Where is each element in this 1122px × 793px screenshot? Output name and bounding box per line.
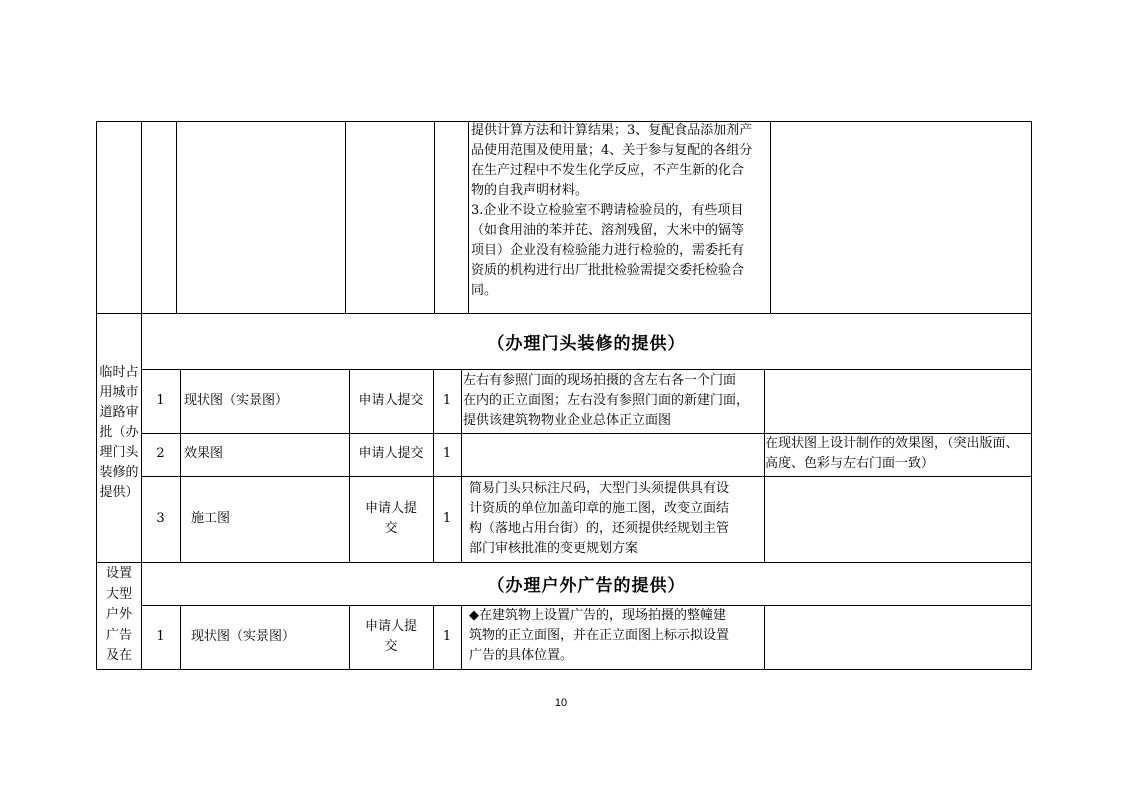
- text-line: 广告: [105, 627, 132, 643]
- vline: [180, 369, 181, 562]
- row-requirements: [463, 371, 763, 431]
- text-line: 申请人提: [364, 619, 417, 634]
- row-material-name: 现状图（实景图）: [184, 393, 289, 408]
- text-line: ◆在建筑物上设置广告的，现场拍摄的整幢建: [469, 608, 726, 623]
- row-copies: 1: [442, 446, 452, 461]
- vline: [176, 121, 177, 314]
- text-line: 物的自我声明材料。: [471, 183, 589, 198]
- hline: [141, 369, 1032, 370]
- text-line: 构（落地占用台街）的，还须提供经规划主管: [469, 521, 730, 536]
- text-line: 理门头: [99, 445, 139, 460]
- text-line: 申请人提: [364, 501, 417, 516]
- text-line: 交: [384, 521, 398, 536]
- section2-title: （办理户外广告的提供）: [487, 576, 686, 596]
- row-source: [349, 499, 433, 539]
- vline: [1031, 121, 1032, 670]
- text-line: 品使用范围及使用量；4、关于参与复配的各组分: [471, 143, 753, 158]
- text-line: 筑物的正立面图，并在正立面图上标示拟设置: [469, 628, 730, 643]
- text-line: 在内的正立面图；左右没有参照门面的新建门面，: [463, 393, 750, 408]
- text-line: 在现状图上设计制作的效果图，（突出版面、: [765, 436, 1019, 451]
- vline: [764, 605, 765, 669]
- text-line: 广告的具体位置。: [469, 648, 574, 663]
- text-line: 同。: [471, 283, 498, 298]
- text-line: 及在: [105, 648, 132, 663]
- text-line: 大型: [105, 586, 132, 602]
- vline: [461, 369, 462, 562]
- text-line: 提供计算方法和计算结果；3、复配食品添加剂产: [471, 123, 753, 138]
- row-source: 申请人提交: [358, 393, 424, 408]
- text-line: 批（办: [99, 425, 139, 440]
- text-line: 临时占: [99, 365, 139, 380]
- text-line: 3.企业不设立检验室不聘请检验员的，有些项目: [471, 203, 744, 218]
- text-line: 在生产过程中不发生化学反应，不产生新的化合: [471, 163, 745, 178]
- hline: [96, 313, 1032, 314]
- row-copies: 1: [442, 511, 452, 526]
- text-line: （如食用油的苯并芘、溶剂残留，大米中的镉等: [471, 223, 745, 238]
- text-line: 资质的机构进行出厂批批检验需提交委托检验合: [471, 263, 745, 278]
- section1-title: （办理门头装修的提供）: [487, 334, 686, 354]
- text-line: 提供）: [99, 485, 139, 500]
- row-source: 申请人提交: [358, 446, 424, 461]
- vline: [180, 605, 181, 669]
- text-line: 道路审: [99, 405, 139, 420]
- vline: [461, 605, 462, 669]
- row-number: 1: [156, 629, 165, 644]
- text-line: 计资质的单位加盖印章的施工图，改变立面结: [469, 501, 730, 516]
- row-copies: 1: [442, 629, 452, 644]
- vline: [141, 121, 142, 314]
- row-number: 3: [156, 511, 165, 526]
- hline: [141, 476, 1032, 477]
- text-line: 部门审核批准的变更规划方案: [469, 541, 639, 556]
- row-source: [349, 617, 433, 657]
- text-line: 左右有参照门面的现场拍摄的含左右各一个门面: [463, 373, 737, 388]
- text-line: 户外: [105, 607, 132, 622]
- text-line: 装修的: [99, 465, 139, 480]
- vline: [434, 121, 435, 314]
- row-copies: 1: [442, 393, 452, 408]
- text-line: 用城市: [99, 385, 139, 400]
- row-requirements: [469, 606, 763, 666]
- row-requirements: [469, 479, 763, 559]
- text-line: 简易门头只标注尺码，大型门头须提供具有设: [469, 481, 730, 496]
- text-line: 设置: [105, 566, 132, 581]
- vline: [345, 121, 346, 314]
- text-line: 高度、色彩与左右门面一致）: [765, 456, 935, 471]
- row-material-name: 施工图: [191, 511, 231, 526]
- row-note: [765, 434, 1031, 474]
- hline: [96, 562, 1032, 563]
- row-material-name: 效果图: [184, 446, 224, 461]
- continuation-requirements: [471, 121, 771, 301]
- text-line: 提供该建筑物物业企业总体正立面图: [463, 413, 672, 428]
- text-line: 项目）企业没有检验能力进行检验的，需委托有: [471, 243, 745, 258]
- section1-label: [97, 363, 141, 503]
- section2-label: [97, 564, 141, 667]
- text-line: 交: [384, 639, 398, 654]
- hline: [96, 669, 1032, 670]
- page-number: 10: [554, 697, 568, 709]
- row-number: 2: [156, 446, 165, 461]
- vline: [468, 121, 469, 314]
- row-material-name: 现状图（实景图）: [191, 629, 296, 644]
- row-number: 1: [156, 393, 165, 408]
